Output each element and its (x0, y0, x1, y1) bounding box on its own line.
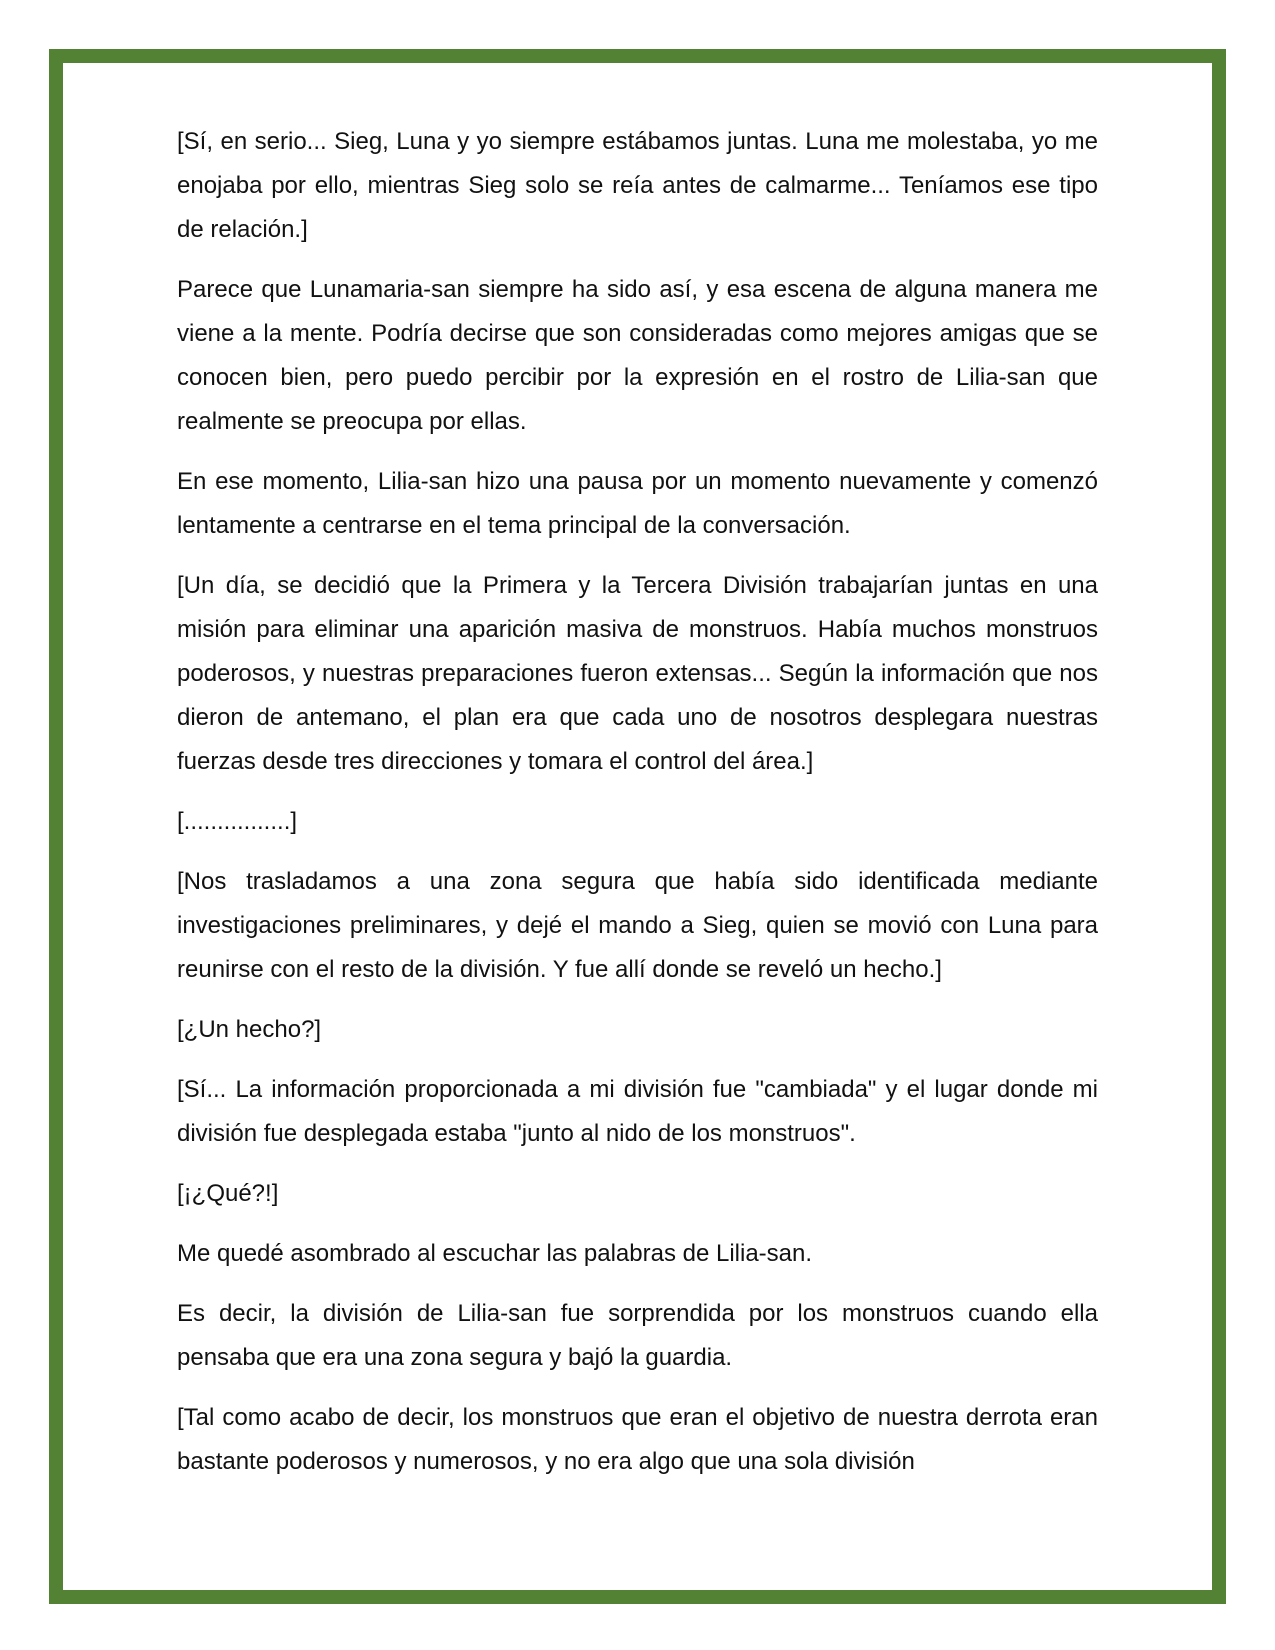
paragraph-2: Parece que Lunamaria-san siempre ha sido así, y esa escena de alguna manera me viene a la mente. Podría decirse que son consideradas como mejores amigas que se conocen bien, pero puedo percibir por la expresión en el rostro de Lilia-san que realmente se preocupa por ellas. (177, 276, 1098, 435)
paragraph-12: [Tal como acabo de decir, los monstruos que eran el objetivo de nuestra derrota eran bastante poderosos y numerosos, y no era algo que una sola división (177, 1404, 1098, 1475)
paragraph-6: [Nos trasladamos a una zona segura que había sido identificada mediante investigaciones preliminares, y dejé el mando a Sieg, quien se movió con Luna para reunirse con el resto de la división. Y fue allí donde se reveló un hecho.] (177, 868, 1098, 983)
paragraph-10: Me quedé asombrado al escuchar las palabras de Lilia-san. (177, 1240, 813, 1267)
paragraph-7: [¿Un hecho?] (177, 1016, 322, 1043)
paragraph-4: [Un día, se decidió que la Primera y la Tercera División trabajarían juntas en una misión para eliminar una aparición masiva de monstruos. Había muchos monstruos poderosos, y nuestras preparaciones fueron extensas... Según la información que nos dieron de antemano, el plan era que cada uno de nosotros desplegara nuestras fuerzas desde tres direcciones y tomara el control del área.] (177, 572, 1098, 775)
paragraph-11: Es decir, la división de Lilia-san fue sorprendida por los monstruos cuando ella pensaba que era una zona segura y bajó la guardia. (177, 1300, 1098, 1371)
paragraph-8: [Sí... La información proporcionada a mi división fue "cambiada" y el lugar donde mi división fue desplegada estaba "junto al nido de los monstruos". (177, 1076, 1098, 1147)
paragraph-9: [¡¿Qué?!] (177, 1180, 279, 1207)
paragraph-1: [Sí, en serio... Sieg, Luna y yo siempre estábamos juntas. Luna me molestaba, yo me enojaba por ello, mientras Sieg solo se reía antes de calmarme... Teníamos ese tipo de relación.] (177, 128, 1098, 243)
paragraph-3: En ese momento, Lilia-san hizo una pausa por un momento nuevamente y comenzó lentamente a centrarse en el tema principal de la conversación. (177, 468, 1098, 539)
document-body (177, 120, 1098, 1500)
paragraph-5: [................] (177, 808, 298, 835)
